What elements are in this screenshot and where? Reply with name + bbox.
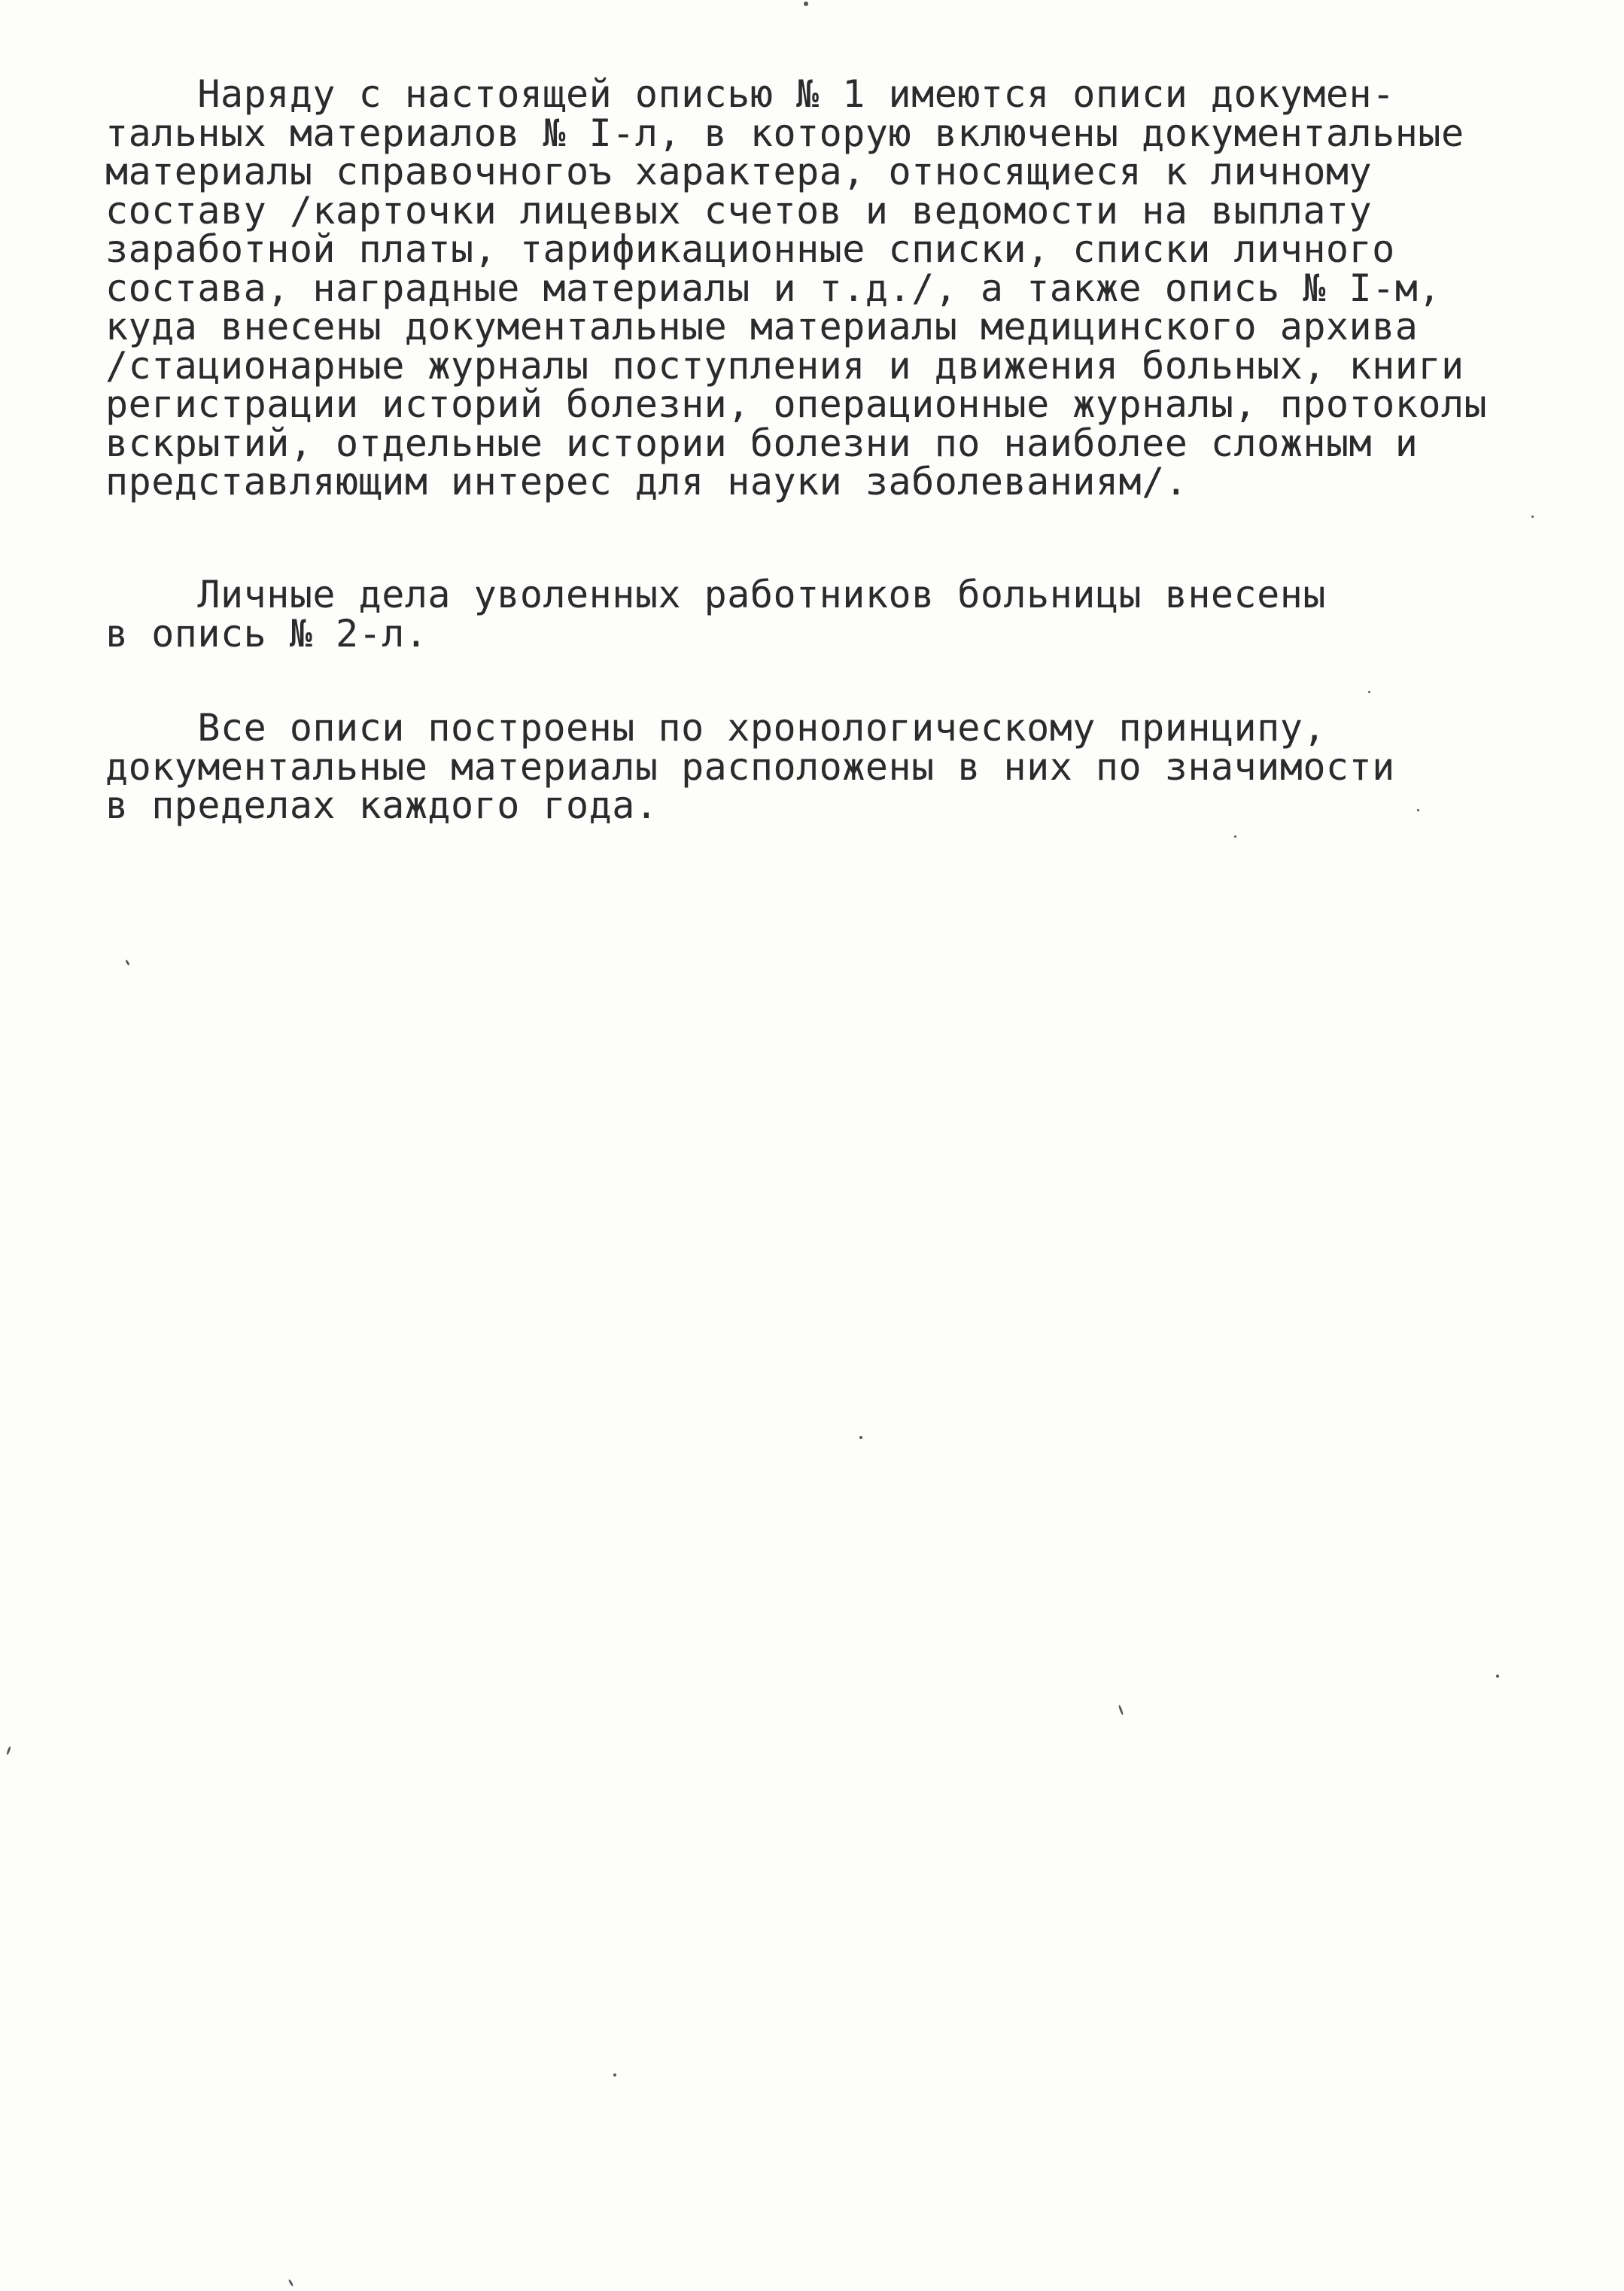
scan-speck: [6, 1746, 11, 1755]
text-line: вскрытий, отдельные истории болезни по наиболее сложным и: [105, 421, 1419, 465]
scan-speck: [288, 2279, 294, 2286]
scan-speck: [1118, 1705, 1124, 1715]
scan-speck: [1368, 691, 1370, 693]
text-line: тальных материалов № I-л, в которую включены документальные: [105, 111, 1464, 155]
text-line: состава, наградные материалы и т.д./, а также опись № I-м,: [105, 266, 1441, 310]
paragraph-other-inventories: [105, 72, 1488, 504]
scan-speck: [1417, 809, 1419, 811]
text-line: составу /карточки лицевых счетов и ведомости на выплату: [105, 188, 1373, 233]
text-line: документальные материалы расположены в них по значимости: [105, 744, 1395, 789]
scan-speck: [1531, 516, 1534, 518]
scan-speck: [1234, 835, 1236, 838]
text-line: в пределах каждого года.: [105, 783, 658, 827]
text-line: представляющим интерес для науки заболеваниям/.: [105, 460, 1188, 504]
text-line: куда внесены документальные материалы медицинского архива: [105, 305, 1419, 348]
scan-speck: [613, 2073, 616, 2077]
text-line: регистрации историй болезни, операционные журналы, протоколы: [105, 382, 1488, 426]
scan-speck: [125, 960, 130, 966]
text-line: в опись № 2-л.: [105, 611, 428, 656]
paragraph-chronological-principle: [105, 706, 1395, 827]
text-line: материалы справочногоъ характера, относящиеся к личному: [105, 150, 1373, 193]
scan-speck: [859, 1436, 862, 1439]
text-line: /стационарные журналы поступления и движения больных, книги: [105, 343, 1464, 388]
scan-speck: [804, 2, 808, 6]
paragraph-personal-files: [105, 573, 1326, 656]
text-line: Все описи построены по хронологическому принципу,: [105, 706, 1326, 750]
scan-speck: [1496, 1675, 1499, 1678]
text-line: заработной платы, тарификационные списки, списки личного: [105, 227, 1395, 271]
text-line: Наряду с настоящей описью № 1 имеются описи докумен-: [105, 72, 1395, 116]
text-line: Личные дела уволенных работников больницы внесены: [105, 573, 1326, 616]
